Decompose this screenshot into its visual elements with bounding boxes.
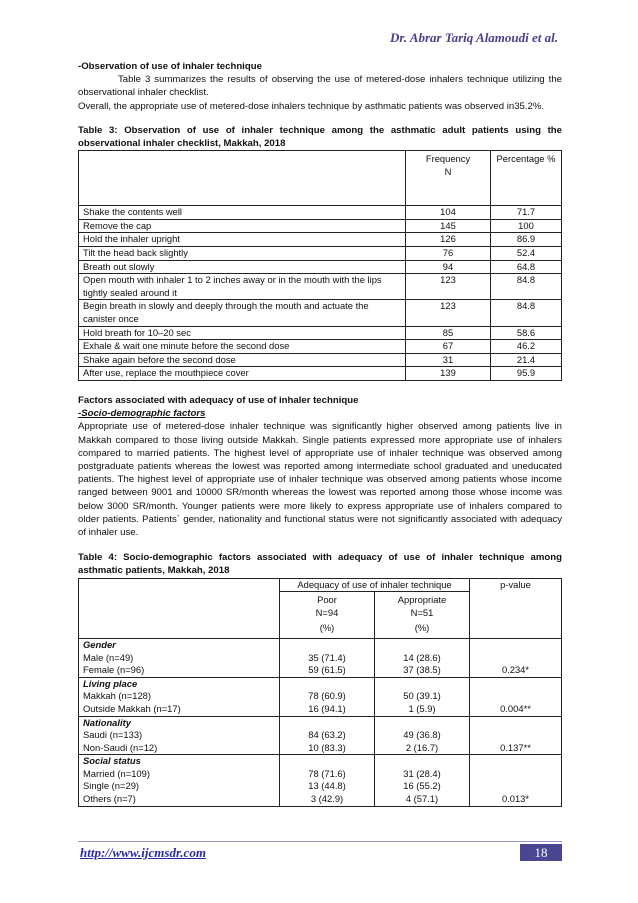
table4-cell-poor: 84 (63.2) [280,729,375,742]
table3-cell-n: 123 [406,300,491,326]
table3-cell-label: Hold the inhaler upright [79,233,406,247]
table3-cell-label: Hold breath for 10–20 sec [79,326,406,340]
table4-group-empty-cell [470,638,562,651]
footer-page-number: 18 [520,844,562,861]
table4-row [79,703,562,716]
table3-cell-pct: 58.6 [491,326,562,340]
table3-cell-pct: 84.8 [491,300,562,326]
table3-row [79,247,562,261]
section-heading-observation: -Observation of use of inhaler technique [78,61,262,72]
table4-cell-label: Female (n=96) [79,664,280,677]
table4-cell-appropriate: 16 (55.2) [375,780,470,793]
table4-cell-poor: 10 (83.3) [280,742,375,755]
table3-row [79,353,562,367]
table3-cell-n: 94 [406,260,491,274]
table4-cell-appropriate: 31 (28.4) [375,768,470,781]
table4-group-empty-cell [375,755,470,768]
footer-divider [78,841,562,842]
table4-header-poor-unit: (%) [319,622,335,634]
table3 [78,150,562,381]
table4-cell-label: Male (n=49) [79,652,280,665]
table4-cell-appropriate: 37 (38.5) [375,664,470,677]
table4-group-title: Living place [79,677,280,690]
table4-cell-label: Non-Saudi (n=12) [79,742,280,755]
table4-cell-pvalue [470,690,562,703]
table3-cell-label: Open mouth with inhaler 1 to 2 inches away or in the mouth with the lips tightly sealed around it [79,274,406,300]
table4-cell-label: Makkah (n=128) [79,690,280,703]
table3-cell-label: Exhale & wait one minute before the second dose [79,340,406,354]
table3-cell-n: 76 [406,247,491,261]
table4-cell-label: Outside Makkah (n=17) [79,703,280,716]
table3-header-frequency-label: Frequency [425,153,471,165]
table3-header-percentage [491,151,562,206]
table3-cell-pct: 21.4 [491,353,562,367]
table4-caption: Table 4: Socio-demographic factors associated with adequacy of use of inhaler technique among asthmatic patients, Makkah, 2018 [78,552,562,577]
running-header-author: Dr. Abrar Tariq Alamoudi et al. [390,30,558,45]
table3-cell-label: Tilt the head back slightly [79,247,406,261]
table4-cell-pvalue [470,729,562,742]
table4-header-pvalue: p-value [470,578,562,638]
table3-cell-pct: 52.4 [491,247,562,261]
table4-header-adequacy: Adequacy of use of inhaler technique [280,578,470,592]
table4-group-title: Gender [79,638,280,651]
table4-group-empty-cell [375,716,470,729]
table4-cell-appropriate: 14 (28.6) [375,652,470,665]
table4-row [79,729,562,742]
table3-row [79,274,562,300]
table4-row [79,742,562,755]
table3-cell-n: 123 [406,274,491,300]
table4-group-row [79,638,562,651]
page-content [78,60,562,807]
table4-cell-poor: 16 (94.1) [280,703,375,716]
table3-row [79,233,562,247]
table4-row [79,652,562,665]
table4-group-title: Nationality [79,716,280,729]
table4-header-appropriate-n: N=51 [410,606,434,618]
table3-cell-n: 67 [406,340,491,354]
table3-cell-pct: 64.8 [491,260,562,274]
table4-cell-poor: 59 (61.5) [280,664,375,677]
subheading-socio-demographic: -Socio-demographic factors [78,408,206,420]
table4-row [79,664,562,677]
table4-header-appropriate-unit: (%) [414,622,430,634]
table4-cell-poor: 13 (44.8) [280,780,375,793]
table4-cell-poor: 78 (71.6) [280,768,375,781]
table4-cell-appropriate: 2 (16.7) [375,742,470,755]
table4-cell-pvalue [470,652,562,665]
table4-cell-pvalue: 0.137** [470,742,562,755]
table4-cell-appropriate: 50 (39.1) [375,690,470,703]
table4-group-row [79,677,562,690]
table3-header-blank [79,151,406,206]
table3-cell-n: 126 [406,233,491,247]
table4-group-row [79,755,562,768]
paragraph-table3-summary: Table 3 summarizes the results of observing the use of metered-dose inhalers technique utilizing the observational inhaler checklist. [78,74,562,99]
table4 [78,578,562,807]
table4-group-empty-cell [280,716,375,729]
table4-row [79,780,562,793]
table4-group-empty-cell [375,638,470,651]
table4-cell-label: Others (n=7) [79,793,280,806]
table3-cell-label: After use, replace the mouthpiece cover [79,367,406,381]
table4-cell-label: Married (n=109) [79,768,280,781]
table3-caption: Table 3: Observation of use of inhaler technique among the asthmatic adult patients using the observational inhaler checklist, Makkah, 2018 [78,124,562,150]
table4-cell-appropriate: 49 (36.8) [375,729,470,742]
table3-cell-label: Breath out slowly [79,260,406,274]
table3-header-row [79,151,562,206]
table3-cell-label: Remove the cap [79,219,406,233]
table4-header-poor [280,592,375,639]
table3-row [79,219,562,233]
paragraph-overall: Overall, the appropriate use of metered-dose inhalers technique by asthmatic patients was observed in35.2%. [78,100,545,112]
table4-header-poor-label: Poor [317,594,337,606]
table3-cell-pct: 46.2 [491,340,562,354]
table3-cell-pct: 95.9 [491,367,562,381]
table3-cell-pct: 86.9 [491,233,562,247]
table4-cell-appropriate: 1 (5.9) [375,703,470,716]
table4-cell-pvalue: 0.234* [470,664,562,677]
table3-row [79,300,562,326]
table4-group-title: Social status [79,755,280,768]
table4-cell-poor: 78 (60.9) [280,690,375,703]
table4-group-empty-cell [470,677,562,690]
table4-header-appropriate-label: Appropriate [397,594,447,606]
table3-cell-pct: 100 [491,219,562,233]
table4-header-blank [79,578,280,638]
table4-cell-pvalue [470,768,562,781]
table4-cell-pvalue: 0.013* [470,793,562,806]
table4-group-empty-cell [470,716,562,729]
table3-cell-pct: 84.8 [491,274,562,300]
table3-cell-pct: 71.7 [491,206,562,220]
table4-group-empty-cell [470,755,562,768]
table4-cell-pvalue [470,780,562,793]
table3-cell-label: Shake the contents well [79,206,406,220]
table4-cell-poor: 35 (71.4) [280,652,375,665]
table4-row [79,768,562,781]
table3-header-frequency [406,151,491,206]
table4-header-row1 [79,578,562,592]
table4-group-row [79,716,562,729]
table4-group-empty-cell [280,755,375,768]
table3-cell-n: 31 [406,353,491,367]
table3-row [79,260,562,274]
table3-cell-n: 145 [406,219,491,233]
table4-group-empty-cell [280,638,375,651]
table3-cell-label: Shake again before the second dose [79,353,406,367]
table3-cell-n: 104 [406,206,491,220]
table4-row [79,690,562,703]
table3-cell-n: 85 [406,326,491,340]
table4-cell-label: Saudi (n=133) [79,729,280,742]
paragraph-socio-demographic: Appropriate use of metered-dose inhaler technique was significantly higher observed among patients live in Makkah compared to those living outside Makkah. Single patients expressed more appropriate use of inhalers compared to married patients. The highest level of appropriate use of inhaler technique was observed among postgraduate patients whereas the lowest was reported among intermediate school graduated and uneducated patients. The highest level of appropriate use of inhaler technique was observed among patients whose income ranged between 9001 and 10000 SR/month whereas the lowest was reported among those whose income was below 3000 SR/month. Younger patients were more likely to express appropriate use of inhalers compared to older patients. Patients` gender, nationality and functional status were not significantly associated with adequacy of inhaler use. [78,421,562,538]
table4-row [79,793,562,806]
table3-row [79,367,562,381]
footer-journal-link[interactable]: http://www.ijcmsdr.com [80,845,206,860]
table3-row [79,340,562,354]
table3-row [79,206,562,220]
table4-cell-appropriate: 4 (57.1) [375,793,470,806]
table3-cell-label: Begin breath in slowly and deeply through the mouth and actuate the canister once [79,300,406,326]
table4-group-empty-cell [375,677,470,690]
table3-cell-n: 139 [406,367,491,381]
table3-header-percentage-label: Percentage % [496,153,556,165]
table4-header-poor-n: N=94 [315,606,339,618]
table3-row [79,326,562,340]
table4-cell-poor: 3 (42.9) [280,793,375,806]
table4-cell-label: Single (n=29) [79,780,280,793]
section-heading-factors: Factors associated with adequacy of use of inhaler technique [78,394,359,406]
table4-header-appropriate [375,592,470,639]
table4-cell-pvalue: 0.004** [470,703,562,716]
table3-header-n-label: N [444,165,452,177]
table4-group-empty-cell [280,677,375,690]
